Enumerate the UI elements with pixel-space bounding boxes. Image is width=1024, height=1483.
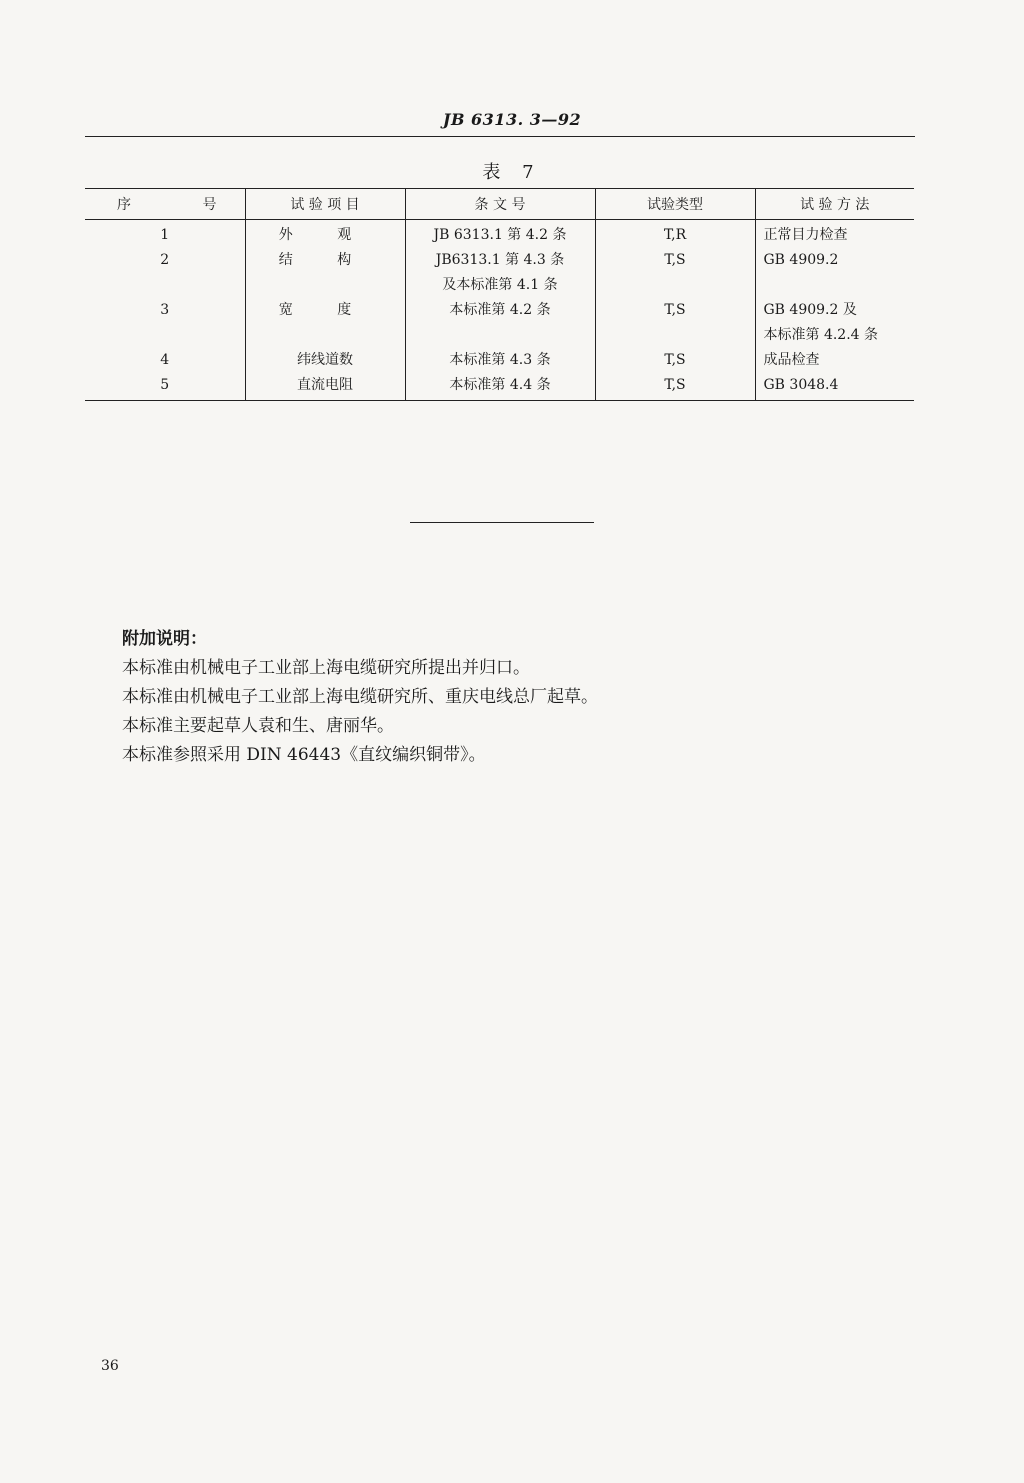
note-line: 本标准由机械电子工业部上海电缆研究所提出并归口。 — [122, 658, 530, 678]
cell-item: 直流电阻 — [245, 373, 405, 401]
page-header-standard-id: JB 6313. 3—92 — [442, 110, 582, 129]
table-row — [85, 373, 914, 401]
note-line: 本标准主要起草人袁和生、唐丽华。 — [122, 716, 394, 736]
cell-no: 3 — [160, 302, 170, 318]
table-row-continuation — [85, 323, 914, 348]
table-row — [85, 220, 914, 249]
cell-method: GB 4909.2 — [755, 248, 914, 273]
page-number: 36 — [101, 1358, 119, 1374]
cell-item: 外 观 — [245, 220, 405, 249]
table-row-continuation — [85, 273, 914, 298]
header-rule — [85, 136, 915, 137]
cell-clause: 本标准第 4.3 条 — [405, 348, 595, 373]
note-line: 本标准参照采用 DIN 46443《直纹编织铜带》。 — [122, 745, 486, 765]
notes-title: 附加说明： — [122, 629, 207, 649]
cell-no: 2 — [160, 252, 170, 268]
cell-type: T,S — [595, 348, 755, 373]
cell-clause: JB 6313.1 第 4.2 条 — [405, 220, 595, 249]
cell-clause: 本标准第 4.4 条 — [405, 373, 595, 401]
cell-no: 1 — [160, 227, 170, 243]
cell-method-continuation: 本标准第 4.2.4 条 — [755, 323, 914, 348]
column-header-no-part-a: 序 — [117, 197, 131, 213]
column-header-no-part-b: 号 — [202, 197, 217, 213]
column-header-no — [85, 189, 245, 220]
column-header-item: 试 验 项 目 — [245, 189, 405, 220]
table-row — [85, 298, 914, 323]
column-header-type: 试验类型 — [595, 189, 755, 220]
cell-type: T,R — [595, 220, 755, 249]
cell-item: 纬线道数 — [245, 348, 405, 373]
section-divider — [410, 522, 594, 523]
cell-method: 正常目力检查 — [755, 220, 914, 249]
cell-item: 宽 度 — [245, 298, 405, 323]
cell-clause-continuation: 及本标准第 4.1 条 — [405, 273, 595, 298]
test-items-table — [85, 188, 914, 401]
cell-no: 4 — [160, 352, 170, 368]
table-header-row — [85, 189, 914, 220]
cell-no: 5 — [85, 373, 245, 401]
table-row — [85, 248, 914, 273]
column-header-method: 试 验 方 法 — [755, 189, 914, 220]
cell-method: GB 4909.2 及 — [755, 298, 914, 323]
table-caption: 表 7 — [482, 162, 542, 183]
cell-method: GB 3048.4 — [755, 373, 914, 401]
cell-clause: 本标准第 4.2 条 — [405, 298, 595, 323]
additional-notes — [122, 625, 598, 770]
note-line: 本标准由机械电子工业部上海电缆研究所、重庆电线总厂起草。 — [122, 687, 598, 707]
cell-item: 结 构 — [245, 248, 405, 273]
cell-type: T,S — [595, 373, 755, 401]
column-header-clause: 条 文 号 — [405, 189, 595, 220]
cell-method: 成品检查 — [755, 348, 914, 373]
cell-type: T,S — [595, 248, 755, 273]
cell-type: T,S — [595, 298, 755, 323]
cell-clause: JB6313.1 第 4.3 条 — [405, 248, 595, 273]
table-row — [85, 348, 914, 373]
